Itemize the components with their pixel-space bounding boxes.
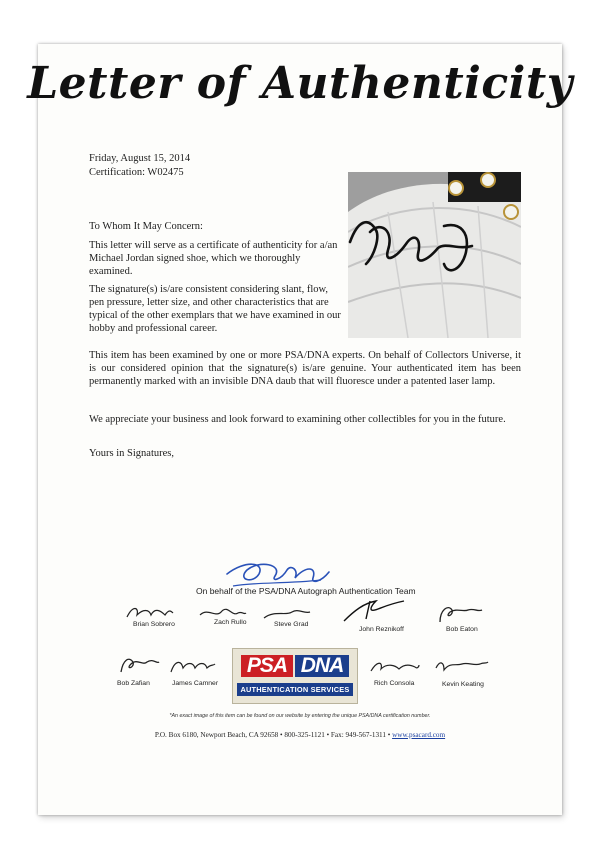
expert-signature: [167, 656, 217, 676]
shoe-image: [348, 172, 521, 338]
paragraph-appreciation: We appreciate your business and look forward to examining other collectibles for you in the future.: [89, 414, 506, 425]
psa-wordmark: PSA: [241, 655, 293, 677]
expert-name: James Camner: [172, 680, 219, 687]
closing-line: Yours in Signatures,: [89, 448, 174, 459]
expert-signature: [117, 654, 161, 676]
letter-date: Friday, August 15, 2014: [89, 153, 191, 164]
signed-shoe-photo: [348, 172, 521, 338]
expert-signature: [434, 602, 484, 626]
expert-name: Kevin Keating: [442, 681, 484, 688]
expert-name: Rich Consola: [374, 680, 415, 687]
expert-name: Bob Eaton: [446, 626, 478, 633]
dna-wordmark: DNA: [295, 655, 349, 677]
expert-signature: [432, 656, 490, 676]
website-link[interactable]: www.psacard.com: [392, 731, 446, 739]
footer-address: P.O. Box 6180, Newport Beach, CA 92658 • 800-325-1121 • Fax: 949-567-1311 •: [154, 731, 393, 739]
authentication-services-label: AUTHENTICATION SERVICES: [237, 683, 353, 696]
paragraph-signature-analysis: The signature(s) is/are consistent considering slant, flow, pen pressure, letter size, and other characteristics that are typical of the other exemplars that we have examined in our hobby and professional career.: [89, 284, 341, 334]
expert-name: Steve Grad: [274, 621, 309, 628]
document-title: Letter of Authenticity: [27, 58, 573, 109]
letter-meta: [89, 152, 190, 180]
footer-contact: [0, 731, 600, 739]
expert-name: Bob Zafian: [117, 680, 150, 687]
paragraph-expert-opinion: This item has been examined by one or more PSA/DNA experts. On behalf of Collectors Universe, it is our considered opinion that the signature(s) is/are genuine. Your authenticated item has been permanently marked with an invisible DNA daub that will fluoresce under a patented laser lamp.: [89, 350, 521, 387]
paragraph-authenticity: This letter will serve as a certificate of authenticity for a/an Michael Jordan signed shoe, which we thoroughly examined.: [89, 240, 338, 277]
expert-signature: [262, 606, 312, 622]
expert-signature: [340, 597, 410, 625]
expert-name: Zach Rullo: [214, 619, 247, 626]
psa-dna-logo: [232, 648, 358, 704]
expert-signature: [125, 603, 175, 623]
expert-signature: [367, 657, 421, 677]
salutation: To Whom It May Concern:: [89, 221, 203, 232]
team-caption: On behalf of the PSA/DNA Autograph Authentication Team: [196, 586, 416, 596]
certification-number: Certification: W02475: [89, 167, 184, 178]
expert-name: Brian Sobrero: [133, 621, 175, 628]
certificate-lookup-note: *An exact image of this item can be found on our website by entering the unique PSA/DNA certification number.: [169, 713, 431, 719]
expert-name: John Reznikoff: [359, 626, 404, 633]
